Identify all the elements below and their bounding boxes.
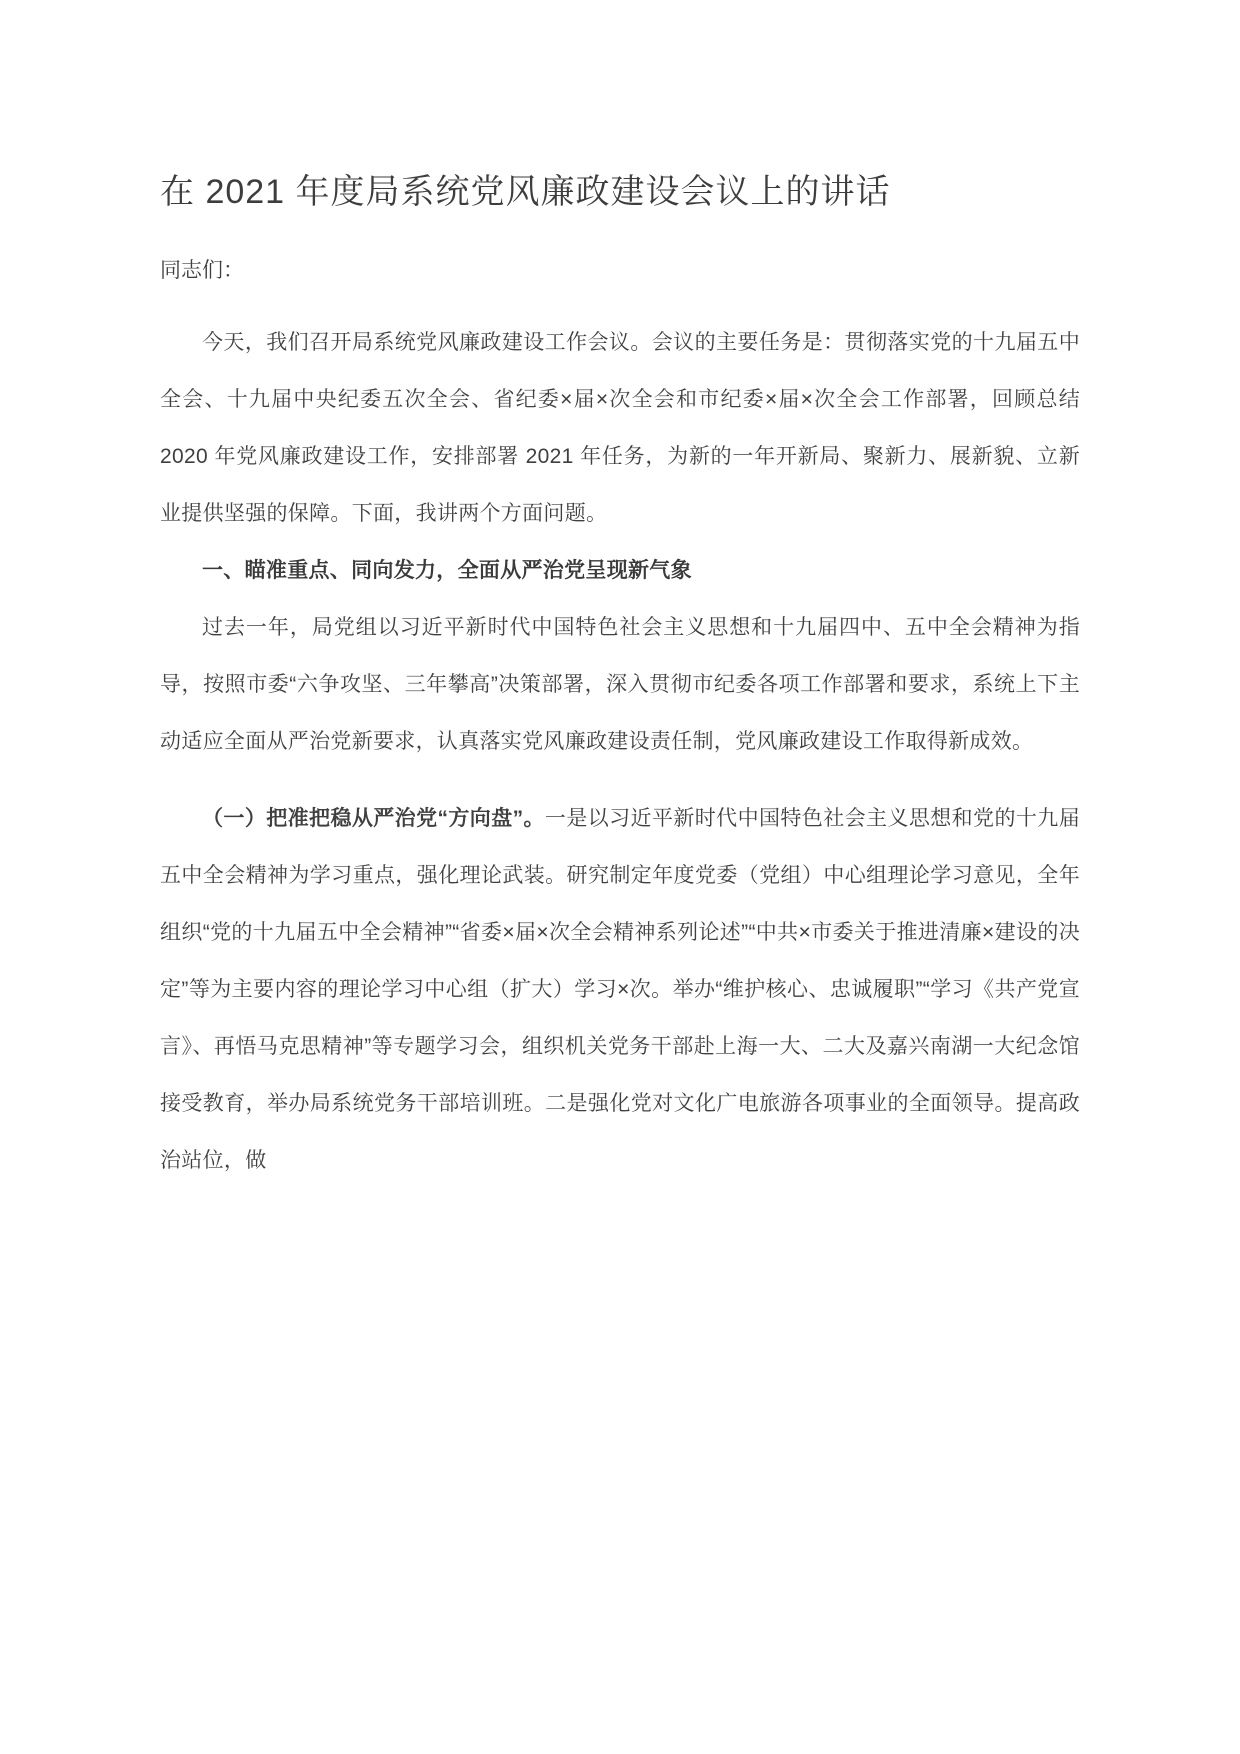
subsection-1-body: 一是以习近平新时代中国特色社会主义思想和党的十九届五中全会精神为学习重点，强化理论武装。研究制定年度党委（党组）中心组理论学习意见，全年组织“党的十九届五中全会精神”“省委×届×次全会精神系列论述”“中共×市委关于推进清廉×建设的决定”等为主要内容的理论学习中心组（扩大）学习×次。举办“维护核心、忠诚履职”“学习《共产党宣言》、再悟马克思精神”等专题学习会，组织机关党务干部赴上海一大、二大及嘉兴南湖一大纪念馆接受教育，举办局系统党务干部培训班。二是强化党对文化广电旅游各项事业的全面领导。提高政治站位，做 (160, 807, 1080, 1172)
paragraph-intro: 今天，我们召开局系统党风廉政建设工作会议。会议的主要任务是：贯彻落实党的十九届五中全会、十九届中央纪委五次全会、省纪委×届×次全会和市纪委×届×次全会工作部署，回顾总结 2020 年党风廉政建设工作，安排部署 2021 年任务，为新的一年开新局、聚新力、展新貌、立新业提供坚强的保障。下面，我讲两个方面问题。 (160, 331, 1080, 525)
document-title: 在 2021 年度局系统党风廉政建设会议上的讲话 (160, 173, 891, 211)
salutation: 同志们： (160, 259, 244, 282)
section-heading-1: 一、瞄准重点、同向发力，全面从严治党呈现新气象 (202, 559, 692, 582)
subsection-1-lead: （一）把准把稳从严治党“方向盘”。 (202, 807, 545, 830)
paragraph-subsection-1 (160, 790, 1080, 1189)
paragraph-section1-overview: 过去一年，局党组以习近平新时代中国特色社会主义思想和十九届四中、五中全会精神为指导，按照市委“六争攻坚、三年攀高”决策部署，深入贯彻市纪委各项工作部署和要求，系统上下主动适应全面从严治党新要求，认真落实党风廉政建设责任制，党风廉政建设工作取得新成效。 (160, 616, 1080, 753)
